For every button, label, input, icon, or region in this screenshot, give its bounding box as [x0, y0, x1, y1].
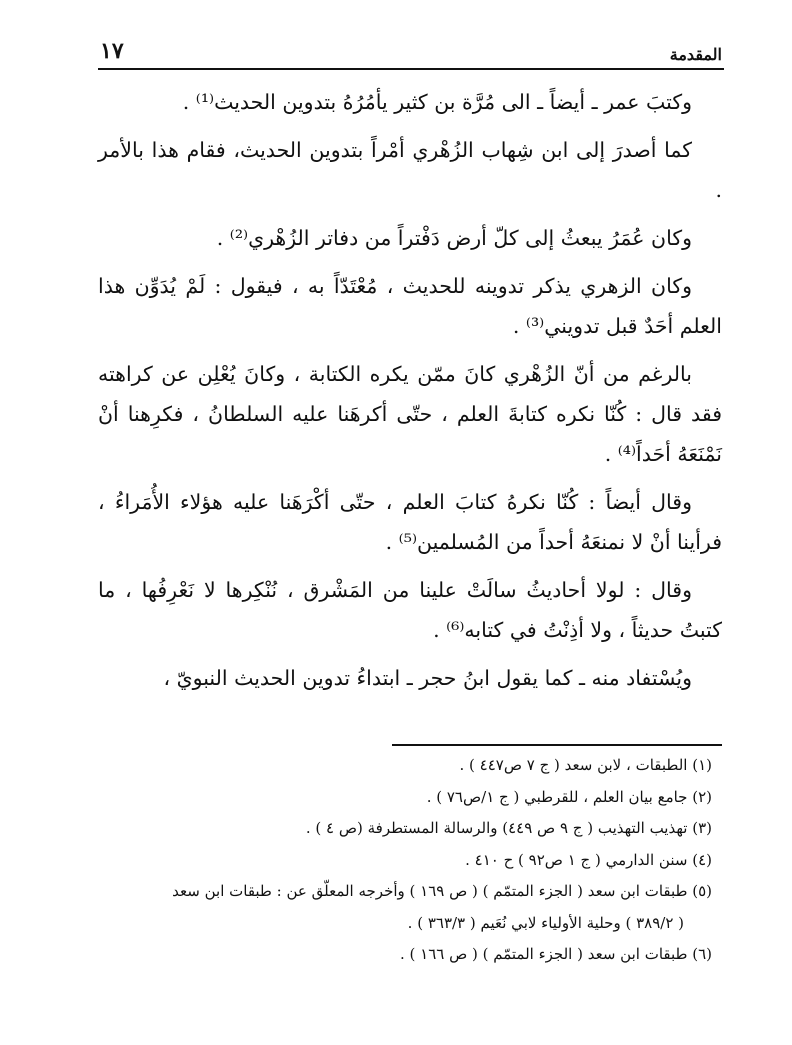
footnote: (٣) تهذيب التهذيب ( ج ٩ ص ٤٤٩) والرسالة المستطرفة (ص ٤ ) .	[305, 819, 712, 837]
paragraph: ويُسْتفاد منه ـ كما يقول ابنُ حجر ـ ابتداءُ تدوين الحديث النبويّ ،	[163, 666, 692, 690]
paragraph: وكتبَ عمر ـ أيضاً ـ الى مُرَّة بن كثير يأمُرُهُ بتدوين الحديث⁽¹⁾ .	[182, 90, 692, 114]
footnote: (٦) طبقات ابن سعد ( الجزء المتمّم ) ( ص ١٦٦ ) .	[400, 945, 712, 963]
footnote: (١) الطبقات ، لابن سعد ( ج ٧ ص٤٤٧ ) .	[459, 756, 712, 774]
footnotes	[98, 750, 712, 971]
paragraph: بالرغم من أنّ الزُهْري كانَ ممّن يكره الكتابة ، وكانَ يُعْلِن عن كراهته فقد قال : كُنّا نكره كتابةَ العلم ، حتّى أكرهَنا عليه السلطانُ ، فكرِهنا أنْ نَمْنَعَهُ أحَداً⁽⁴⁾ .	[98, 362, 722, 466]
footnote: (٥) طبقات ابن سعد ( الجزء المتمّم ) ( ص ١٦٩ ) وأخرجه المعلّق عن : طبقات ابن سعد	[172, 882, 712, 900]
paragraph: كما أصدرَ إلى ابن شِهاب الزُهْري أمْراً بتدوين الحديث، فقام هذا بالأمر .	[98, 138, 722, 202]
main-text	[98, 82, 722, 704]
footnote-rule	[392, 744, 722, 746]
paragraph: وقال : لولا أحاديثُ سالَتْ علينا من المَشْرق ، نُنْكِرها لا نَعْرِفُها ، ما كتبتُ حديثاً ، ولا أذِنْتُ في كتابه⁽⁶⁾ .	[98, 578, 722, 642]
footnote-continuation: ( ٣٨٩/٢ ) وحلية الأولياء لابي نُعَيم ( ٣٦٣/٣ ) .	[407, 913, 684, 932]
footnote: (٢) جامع بيان العلم ، للقرطبي ( ج ١/ص٧٦ ) .	[426, 787, 712, 806]
page-number: ١٧	[100, 38, 124, 64]
header-rule	[98, 68, 724, 70]
footnote: (٤) سنن الدارمي ( ج ١ ص٩٢ ) ح ٤١٠ .	[465, 850, 712, 869]
page-header	[100, 28, 722, 64]
paragraph: وكان الزهري يذكر تدوينه للحديث ، مُعْتَدّاً به ، فيقول : لَمْ يُدَوِّن هذا العلم أحَدٌ قبل تدويني⁽³⁾ .	[98, 274, 722, 338]
paragraph: وقال أيضاً : كُنّا نكرهُ كتابَ العلم ، حتّى أكْرَهَنا عليه هؤلاء الأُمَراءُ ، فرأينا أنْ لا نمنعَهُ أحداً من المُسلمين⁽⁵⁾ .	[98, 490, 722, 554]
paragraph: وكان عُمَرُ يبعثُ إلى كلّ أرض دَفْتراً من دفاتر الزُهْري⁽²⁾ .	[216, 226, 692, 250]
chapter-title: المقدمة	[669, 45, 722, 64]
